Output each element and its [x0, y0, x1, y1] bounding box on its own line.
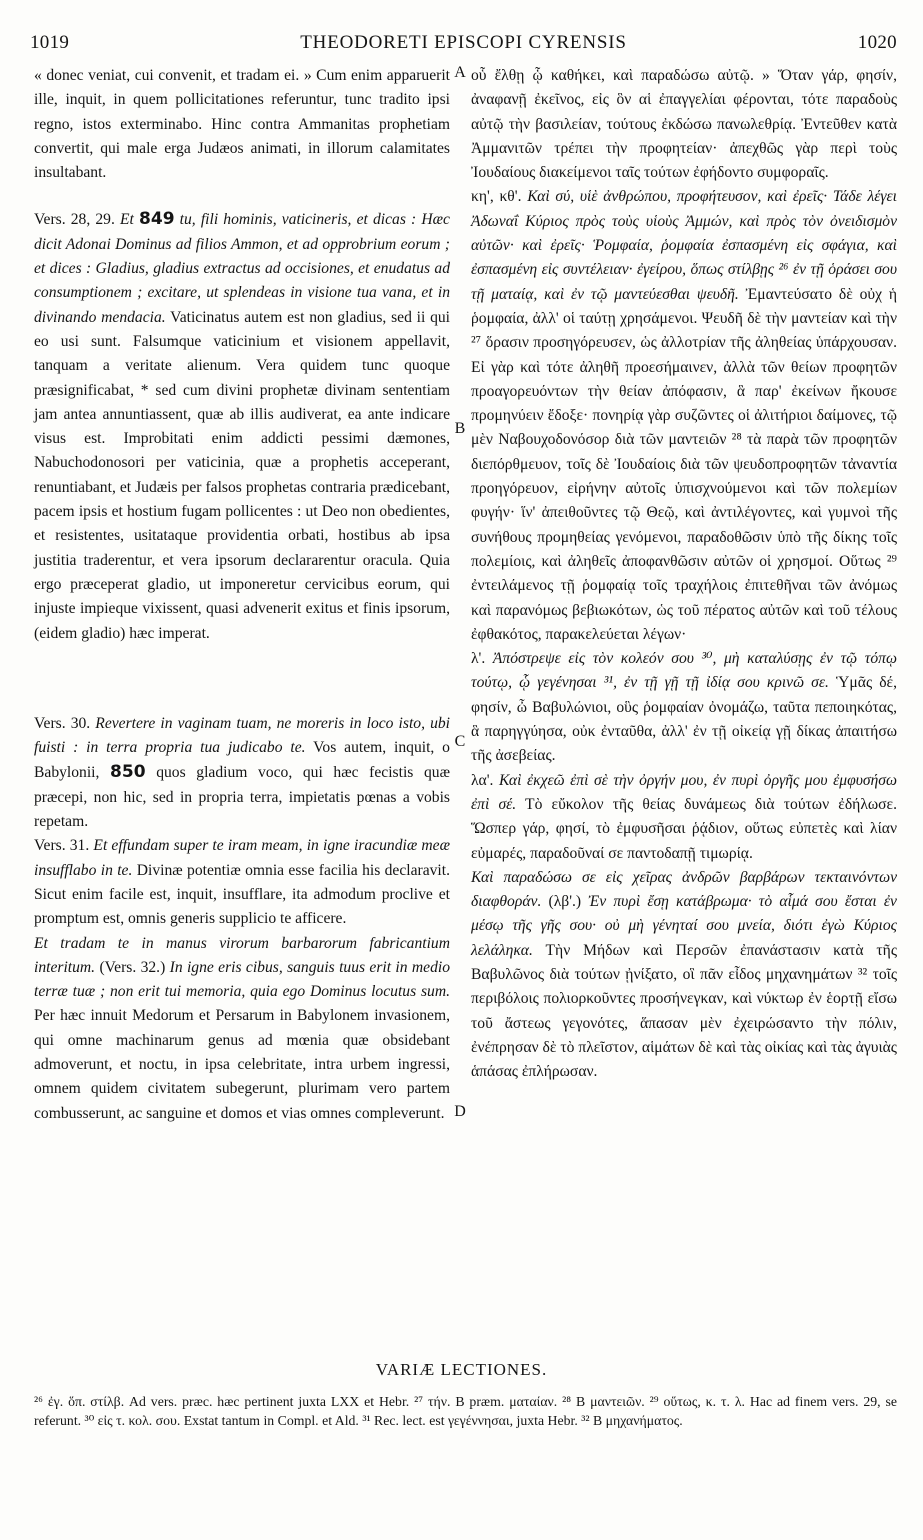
verse-ref: Vers. 28, 29. — [34, 211, 115, 229]
verse-ref: (Vers. 32.) — [99, 958, 166, 976]
verse-text: Καὶ παραδώσω σε εἰς χεῖρας ἀνδρῶν βαρβάρων τεκταινόντων διαφθοράν. — [471, 868, 897, 911]
margin-letter-a: A — [454, 64, 466, 81]
greek-text: οὗ ἔλθῃ ᾧ καθήκει, καὶ παραδώσω αὐτῷ. » Ὅταν γάρ, φησίν, ἀναφανῇ ἐκεῖνος, εἰς ὃν αἱ ἐπαγγελίαι φέρονται, τότε παραδοὺς αὐτῷ τὴν βασιλείαν, τούτους ἐκδώσω πανωλεθρίᾳ. Ἐντεῦθεν κατὰ Ἀμμανιτῶν τρέπει τὴν προφητείαν· ἀπεχθῶς γὰρ περὶ τοὺς Ἰουδαίους διακείμενοι ταῖς τούτων ἐφήδοντο συμφοραῖς. — [471, 67, 897, 182]
commentary-text: quos gladium voco, qui hæc fecistis quæ præcepi, non hic, sed in propria terra, impietatis pœnas a vobis repetam. — [34, 764, 450, 831]
verse-ref: Vers. 31. — [34, 837, 90, 855]
greek-paragraph — [471, 64, 897, 185]
greek-column — [471, 64, 897, 1084]
column-number: 849 — [139, 209, 175, 230]
latin-paragraph — [34, 932, 450, 1126]
commentary-text: Τὸ εὔκολον τῆς θείας δυνάμεως διὰ τούτων ἐδήλωσε. Ὥσπερ γάρ, φησί, τὸ ἐμφυσῆσαι ῥᾴδιον, οὕτως εὐπετὲς καὶ λίαν εὐμαρές, παραδοῦναί σε παντοδαπῇ τιμωρίᾳ. — [471, 795, 897, 862]
latin-column — [34, 64, 450, 1126]
verse-ref: λ'. — [471, 650, 486, 668]
verse-text: In igne eris cibus, sanguis tuus erit in medio terræ tuæ ; non erit tui memoria, quia ego Dominus locutus sum. — [34, 958, 451, 1001]
verse-text: Καὶ σύ, υἱὲ ἀνθρώπου, προφήτευσον, καὶ ἐρεῖς· Τάδε λέγει Ἀδωναΐ Κύριος πρὸς τοὺς υἱοὺς Ἀμμών, καὶ πρὸς τὸν ὀνειδισμὸν αὐτῶν· καὶ ἐρεῖς· Ῥομφαία, ῥομφαία ἐσπασμένη εἰς σφάγια, καὶ ἐσπασμένη εἰς συντέλειαν· ἐγείρου, ὅπως στίλβῃς ²⁶ ἐν τῇ ὁράσει σου τῇ ματαίᾳ, καὶ ἐν τῷ μαντεύεσθαι ψευδῆ. — [471, 188, 897, 303]
margin-letter-c: C — [454, 733, 466, 750]
verse-text: tu, fili hominis, vaticineris, et dicas : Hæc dicit Adonai Dominus ad filios Ammon, et ad opprobrium eorum ; et dices : Gladius, gladius extractus ad occisiones, et enudatus ad consumptionem ; excitare, ut splendeas in visione tua vana, et in divinando mendacia. — [34, 211, 450, 326]
verse-text: Et tradam te in manus virorum barbarorum fabricantium interitum. — [34, 934, 450, 976]
page-number-left: 1019 — [30, 32, 70, 53]
commentary-text: Vaticinatus autem est non gladius, sed ii qui eo usi sunt. Falsumque vaticinium et visionem appellavit, tanquam a veritate alienum. Vera quidem tunc quoque præsignificabat, * sed cum divini prophetæ divinam sententiam jam antea annuntiassent, quæ ab illis audiverat, ea ante indicare visus est. Improbitati enim addicti pessimi dæmones, Nabuchodonosori per vaticinia, quæ a prophetis acceperant, renuntiabant, et Judæis per falsos prophetas contraria prædicebant, pacem ipsis et hostium fugam pollicentes : ut Deo non obedientes, et resistentes, usitataque providentia orbati, hostibus ab ipsa justitia traderentur, et vera ipsorum declararentur oracula. Quia ergo præceperat gladio, ut imponeretur cervicibus eorum, qui injuste impieque vixissent, quasi advenerit exitus et finis ipsorum, (eidem gladio) hæc imperat. — [34, 308, 450, 642]
margin-letter-d: D — [454, 1103, 466, 1120]
commentary-text: Vos autem, inquit, o Babylonii, — [34, 739, 450, 782]
verse-text: Ἐν πυρὶ ἔσῃ κατάβρωμα· τὸ αἷμά σου ἔσται ἐν μέσῳ τῆς γῆς σου· οὐ μὴ γένηταί σου μνεία, διότι ἐγὼ Κύριος λελάληκα. — [471, 893, 897, 959]
variant-readings-title: VARIÆ LECTIONES. — [375, 1360, 548, 1379]
commentary-text: Divinæ potentiæ omnia esse facilia his declaravit. Sicut enim facile est, inquit, insufflare, ita admodum proclive et promptum est, omnis generis supplicio te afficere. — [34, 861, 450, 928]
verse-text: Et — [120, 211, 134, 229]
running-title: THEODORETI EPISCOPI CYRENSIS — [300, 32, 627, 53]
commentary-text: Τὴν Μήδων καὶ Περσῶν ἐπανάστασιν κατὰ τῆς Βαβυλῶνος διὰ τούτων ᾐνίξατο, οἳ πᾶν εἶδος μηχανημάτων ³² τοῖς περιβόλοις πολιορκοῦντες προσήνεγκαν, καὶ νύκτωρ ἐν ἑορτῇ εἴσω τοῦ ἄστεως γεγονότες, ἅπασαν μὲν ἐχειρώσαντο τὴν πόλιν, ἐνέπρησαν δὲ τὸ πλεῖστον, αἱμάτων δὲ καὶ τὰς οἰκίας καὶ τὰς ἀγυιὰς ἁπάσας ἐπλήρωσαν. — [471, 941, 897, 1081]
verse-text: Καὶ ἐκχεῶ ἐπὶ σὲ τὴν ὀργήν μου, ἐν πυρὶ ὀργῆς μου ἐμφυσήσω ἐπὶ σέ. — [471, 771, 897, 813]
verse-text: Revertere in vaginam tuam, ne moreris in loco isto, ubi fuisti : in terra propria tua judicabo te. — [34, 714, 450, 757]
commentary-text: Ἐμαντεύσατο δὲ οὐχ ἡ ῥομφαία, ἀλλ' οἱ ταύτῃ χρησάμενοι. Ψευδῆ δὲ τὴν μαντείαν καὶ τὴν ²⁷ ὅρασιν προσηγόρευσεν, ὡς ἀλλοτρίαν τῆς ἀληθείας ὑπάρχουσαν. Εἰ γὰρ καὶ τότε ἀληθῆ προεσήμαινεν, ἀλλὰ τῶν θείων προφητῶν προαγορευόντων τὴν θείαν ἀπόφασιν, ἃ παρ' ἐκείνων ἤκουσε προμηνύειν ἔδοξε· πονηρίᾳ γὰρ συζῶντες οἱ ἀλιτήριοι δαίμονες, τῷ μὲν Ναβουχοδονόσορ διὰ τῶν μαντειῶν ²⁸ τὰ παρὰ τῶν προφητῶν διεπόρθμευον, τοῖς δὲ Ἰουδαίοις διὰ τῶν ψευδοπροφητῶν τἀναντία προηγόρευον, εἰρήνην αὐτοῖς ὑπισχνούμενοι καὶ τῶν πολεμίων φυγήν· ἵν' ἀπειθοῦντες τῷ Θεῷ, καὶ ἀντιλέγοντες, καὶ γυμνοὶ τῆς συνήθους προμηθείας γενόμενοι, παραδοθῶσιν ὑπὸ τῆς δίκης τοῖς πολεμίοις, καὶ ἀληθεῖς ἀποφανθῶσιν αὐτῶν οἱ χρησμοί. Οὕτως ²⁹ ἐντειλάμενος τῇ ῥομφαίᾳ τοῖς τραχήλοις ἐπιτεθῆναι τῶν ἀνόμως καὶ παρανόμως βεβιωκότων, ὡς τοῦ πέρατος αὐτῶν καὶ τοῦ τέλους ἐφθακότος, παρακελεύεται λέγων· — [471, 285, 897, 643]
variant-readings-text: ²⁶ ἐγ. ὅπ. στίλβ. Ad vers. præc. hæc pertinent juxta LXX et Hebr. ²⁷ τήν. B præm. ματαίαν. ²⁸ B μαντειῶν. ²⁹ οὕτως, κ. τ. λ. Hac ad finem vers. 29, se referunt. ³⁰ εἰς τ. κολ. σου. Exstat tantum in Compl. et Ald. ³¹ Rec. lect. est γεγέννησαι, juxta Hebr. ³² B μηχανήματος. — [34, 1394, 897, 1428]
running-header — [30, 32, 897, 58]
margin-letter-b: B — [454, 420, 466, 437]
latin-paragraph — [34, 64, 450, 185]
latin-paragraph — [34, 834, 450, 931]
latin-paragraph — [34, 207, 450, 645]
column-number: 850 — [110, 762, 146, 783]
greek-paragraph — [471, 769, 897, 866]
greek-paragraph — [471, 185, 897, 647]
commentary-text: Per hæc innuit Medorum et Persarum in Babylonem invasionem, qui omne machinarum genus ad mœnia quæ obsidebant admoverunt, et noctu, in ipsa celebritate, intra urbem ingressi, omnem quidem civitatem subegerunt, plurimam vero partem combusserunt, ac sanguine et domos et vias omnes compleverunt. — [34, 1007, 450, 1122]
greek-paragraph — [471, 866, 897, 1085]
verse-ref: (λβ'.) — [548, 893, 582, 911]
verse-ref: λα'. — [471, 771, 494, 789]
latin-text: « donec veniat, cui convenit, et tradam ei. » Cum enim apparuerit ille, inquit, in quem pollicitationes referuntur, tunc tradito ipsi regno, istos exterminabo. Hinc contra Ammanitas prophetiam convertit, qui male erga Judæos animati, in illorum calamitates insultabant. — [34, 67, 450, 182]
verse-text: Ἀπόστρεψε εἰς τὸν κολεόν σου ³⁰, μὴ καταλύσῃς ἐν τῷ τόπῳ τούτῳ, ᾧ γεγένησαι ³¹, ἐν τῇ γῇ τῇ ἰδίᾳ σου κρινῶ σε. — [471, 650, 897, 692]
verse-ref: Vers. 30. — [34, 714, 91, 732]
greek-paragraph — [471, 647, 897, 768]
page-number-right: 1020 — [857, 32, 897, 53]
commentary-text: Ὑμᾶς δέ, φησίν, ὦ Βαβυλώνιοι, οὓς ῥομφαίαν ὀνομάζω, ταῦτα πεποιηκότας, ἃ παρηγγύησα, οὐκ ἐνταῦθα, ἀλλ' ἐν τῇ οἰκείᾳ γῇ δίκας ἀπαιτήσω τῆς ἀσεβείας. — [471, 674, 897, 765]
latin-paragraph — [34, 712, 450, 834]
verse-text: Et effundam super te iram meam, in igne iracundiæ meæ insufflabo in te. — [34, 837, 450, 879]
verse-ref: κη', κθ'. — [471, 188, 522, 206]
